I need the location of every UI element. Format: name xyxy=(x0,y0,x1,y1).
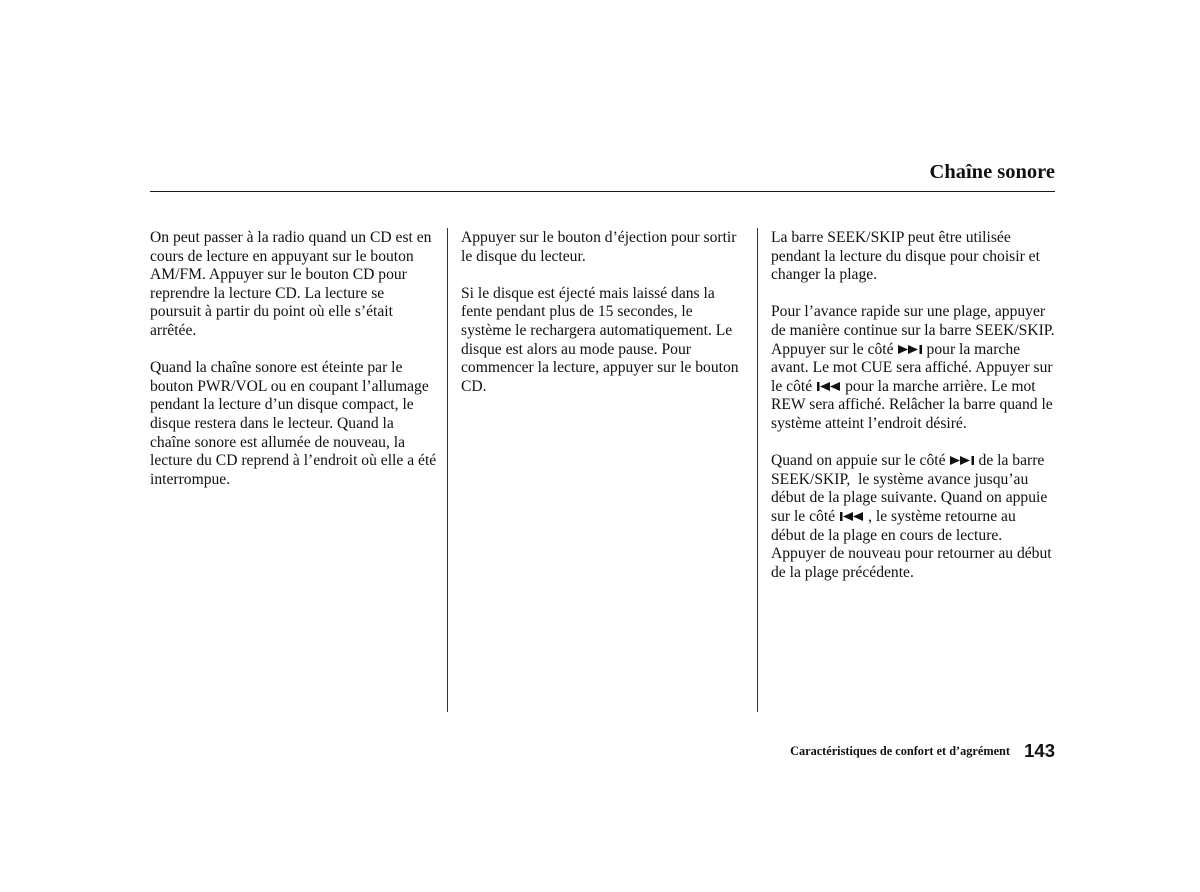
text-line: poursuit à partir du point où elle s’était xyxy=(150,303,393,321)
paragraph xyxy=(461,229,753,266)
skip-back-icon xyxy=(816,382,841,391)
text-line: La barre SEEK/SKIP peut être utilisée xyxy=(771,229,1011,246)
text-line: Quand la chaîne sonore est éteinte par le xyxy=(150,359,403,377)
text-line xyxy=(771,378,1071,397)
text-segment: Appuyer sur le côté xyxy=(771,340,894,358)
skip-forward-icon xyxy=(898,345,923,354)
text-line: lecture du CD reprend à l’endroit où elle a été xyxy=(150,452,437,470)
text-line: le disque du lecteur. xyxy=(461,247,586,265)
text-line: arrêtée. xyxy=(150,321,197,339)
text-line: Appuyer de nouveau pour retourner au début xyxy=(771,545,1052,563)
text-column-left xyxy=(150,229,442,508)
header-rule xyxy=(150,191,1055,192)
text-segment: sur le côté xyxy=(771,507,836,525)
section-title: Chaîne sonore xyxy=(929,161,1055,183)
text-line: pendant la lecture du disque pour choisir et xyxy=(771,247,1040,265)
text-line xyxy=(771,452,1071,471)
text-segment: , le système retourne au xyxy=(868,507,1016,525)
skip-forward-icon xyxy=(950,456,975,465)
text-line: Si le disque est éjecté mais laissé dans la xyxy=(461,284,715,302)
text-segment: Quand on appuie sur le côté xyxy=(771,452,946,470)
paragraph xyxy=(150,229,442,341)
paragraph xyxy=(771,303,1071,433)
text-column-right xyxy=(771,229,1071,601)
text-line: Appuyer sur le bouton d’éjection pour sortir xyxy=(461,229,737,246)
text-column-middle xyxy=(461,229,753,415)
text-line: de manière continue sur la barre SEEK/SKIP. xyxy=(771,321,1055,339)
text-line: chaîne sonore est allumée de nouveau, la xyxy=(150,433,406,451)
text-line: début de la plage suivante. Quand on appuie xyxy=(771,489,1048,507)
text-segment: le côté xyxy=(771,377,813,395)
text-line xyxy=(771,341,1071,360)
text-line: cours de lecture en appuyant sur le bouton xyxy=(150,247,414,265)
text-line: REW sera affiché. Relâcher la barre quand le xyxy=(771,396,1053,414)
page-number: 143 xyxy=(1024,740,1055,761)
text-line: disque est alors au mode pause. Pour xyxy=(461,340,691,358)
text-line: Pour l’avance rapide sur une plage, appuyer xyxy=(771,303,1046,321)
column-divider xyxy=(757,228,758,712)
text-line: commencer la lecture, appuyer sur le bouton xyxy=(461,359,739,377)
skip-back-icon xyxy=(839,512,864,521)
paragraph xyxy=(461,285,753,397)
footer-section-name: Caractéristiques de confort et d’agrément xyxy=(790,744,1010,758)
paragraph xyxy=(771,229,1071,285)
text-line: SEEK/SKIP, le système avance jusqu’au xyxy=(771,470,1029,488)
text-segment: de la barre xyxy=(978,452,1045,470)
text-line: fente pendant plus de 15 secondes, le xyxy=(461,303,693,321)
text-line: AM/FM. Appuyer sur le bouton CD pour xyxy=(150,266,407,284)
paragraph xyxy=(150,359,442,489)
text-line: système le rechargera automatiquement. Le xyxy=(461,321,733,339)
text-line: début de la plage en cours de lecture. xyxy=(771,526,1003,544)
text-line: de la plage précédente. xyxy=(771,563,914,581)
text-line: interrompue. xyxy=(150,470,231,488)
text-line: disque restera dans le lecteur. Quand la xyxy=(150,414,394,432)
text-line: avant. Le mot CUE sera affiché. Appuyer sur xyxy=(771,359,1053,377)
text-line xyxy=(771,508,1071,527)
text-line: pendant la lecture d’un disque compact, le xyxy=(150,396,414,414)
text-segment: pour la marche arrière. Le mot xyxy=(845,377,1036,395)
paragraph xyxy=(771,452,1071,582)
text-line: changer la plage. xyxy=(771,266,878,284)
text-line: reprendre la lecture CD. La lecture se xyxy=(150,284,385,302)
text-line: On peut passer à la radio quand un CD est en xyxy=(150,229,432,246)
text-line: bouton PWR/VOL ou en coupant l’allumage xyxy=(150,377,429,395)
text-segment: pour la marche xyxy=(926,340,1021,358)
text-line: système atteint l’endroit désiré. xyxy=(771,414,967,432)
text-line: CD. xyxy=(461,377,487,395)
column-divider xyxy=(447,228,448,712)
